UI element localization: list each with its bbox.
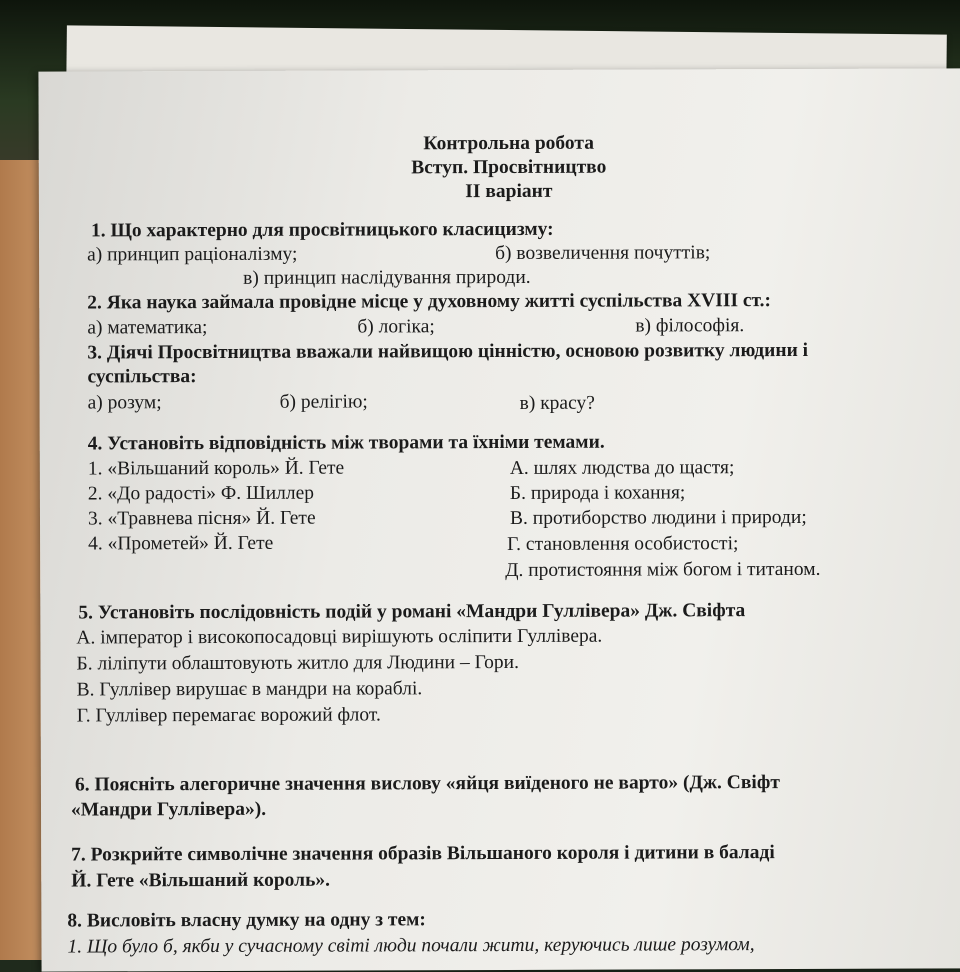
q4-work-2: 2. «До радості» Ф. Шиллер: [87, 482, 315, 505]
q2-option-a: а) математика;: [87, 317, 208, 339]
q6-line2: «Мандри Гуллівера»).: [70, 798, 267, 821]
q1-option-b: б) возвеличення почуттів;: [495, 242, 711, 265]
q5-event-d: Г. Гуллівер перемагає ворожий флот.: [76, 704, 381, 727]
doc-variant: II варіант: [465, 180, 553, 203]
q5-event-c: В. Гуллівер вирушає в мандри на кораблі.: [76, 678, 423, 701]
q4-work-3: 3. «Травнева пісня» Й. Гете: [87, 507, 316, 530]
q2-question: 2. Яка наука займала провідне місце у духовному житті суспільства XVIII ст.:: [87, 290, 772, 314]
doc-title: Контрольна робота: [423, 132, 595, 155]
q1-option-c: в) принцип наслідування природи.: [243, 266, 531, 289]
q1-option-a: а) принцип раціоналізму;: [87, 243, 298, 266]
q4-theme-b: Б. природа і кохання;: [509, 482, 686, 504]
q3-option-a: а) розум;: [87, 392, 162, 414]
q7-line1: 7. Розкрийте символічне значення образів Вільшаного короля і дитини в баладі: [71, 842, 775, 866]
q5-event-a: А. імператор і високопосадовці вирішують осліпити Гуллівера.: [76, 625, 603, 649]
q6-line1: 6. Поясніть алегоричне значення вислову «яйця виїденого не варто» (Дж. Свіфт: [74, 772, 780, 796]
q5-event-b: Б. ліліпути облаштовують житло для Людини – Гори.: [76, 651, 520, 675]
q4-work-1: 1. «Вільшаний король» Й. Гете: [87, 457, 345, 480]
q4-theme-d: Г. становлення особистості;: [507, 533, 739, 555]
q3-option-b: б) релігію;: [279, 391, 368, 413]
q4-theme-a: А. шлях людства до щастя;: [509, 457, 735, 479]
q3-question-line1: 3. Діячі Просвітництва вважали найвищою цінністю, основою розвитку людини і: [87, 339, 809, 364]
doc-subtitle: Вступ. Просвітництво: [411, 156, 607, 179]
q2-option-b: б) логіка;: [357, 316, 435, 338]
q4-theme-c: В. протиборство людини і природи;: [509, 506, 807, 529]
q8-question: 8. Висловіть власну думку на одну з тем:: [67, 909, 426, 932]
q7-line2: Й. Гете «Вільшаний король».: [71, 869, 331, 892]
q3-question-line2: суспільства:: [87, 366, 197, 388]
q4-theme-e: Д. протистояння між богом і титаном.: [505, 558, 821, 581]
q4-work-4: 4. «Прометей» Й. Гете: [88, 532, 274, 555]
test-paper-sheet: [38, 68, 960, 971]
q5-question: 5. Установіть послідовність подій у романі «Мандри Гуллівера» Дж. Свіфта: [78, 600, 746, 624]
q2-option-c: в) філософія.: [635, 315, 745, 337]
q8-topic-1: 1. Що було б, якби у сучасному світі люди почали жити, керуючись лише розумом,: [67, 934, 755, 958]
q3-option-c: в) красу?: [519, 392, 595, 414]
q4-question: 4. Установіть відповідність між творами та їхніми темами.: [87, 431, 605, 455]
q1-question: 1. Що характерно для просвітницького класицизму:: [90, 218, 554, 242]
